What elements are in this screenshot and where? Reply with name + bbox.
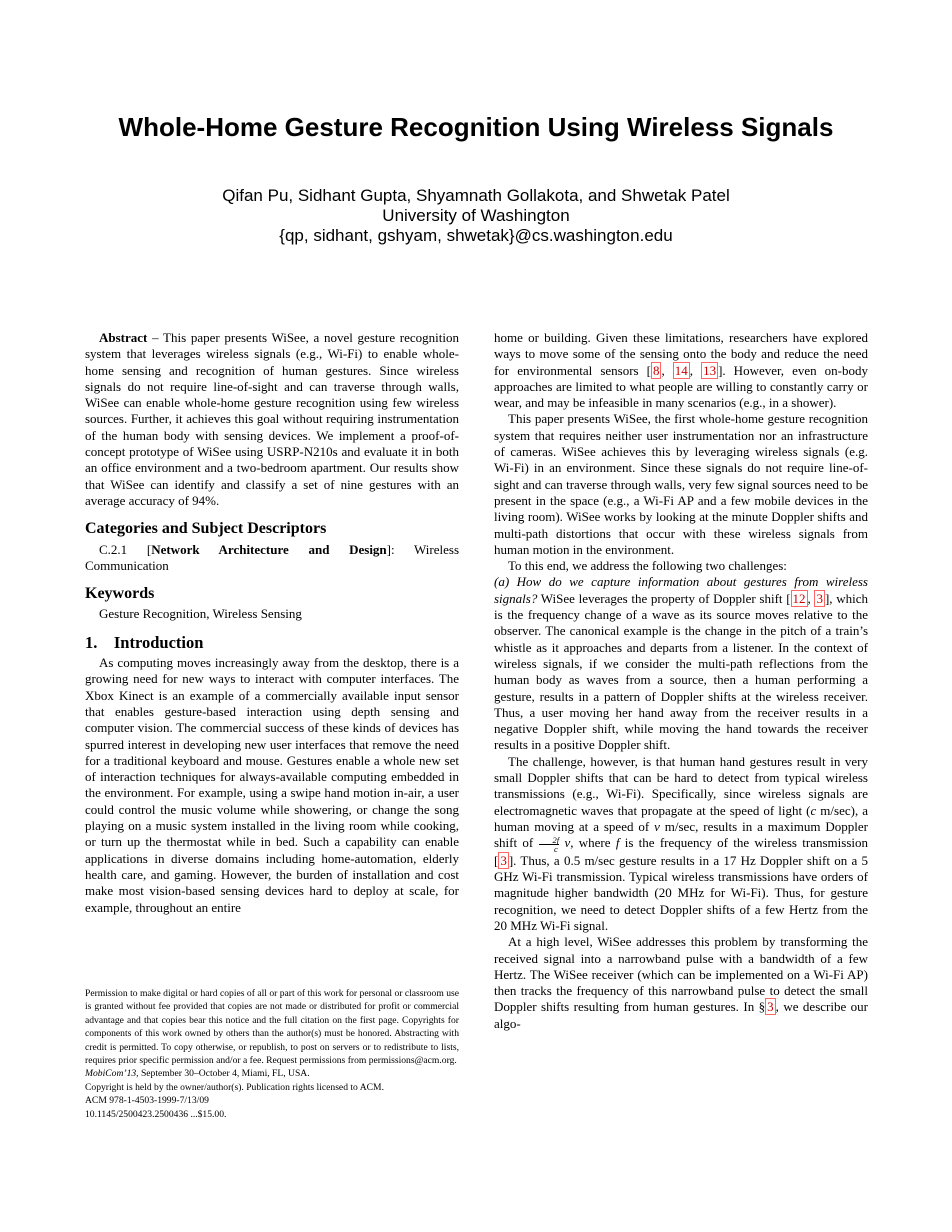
text-run: ]. Thus, a 0.5 m/sec gesture results in a 17 Hz Doppler shift on a 5 GHz Wi-Fi transmission. Typical wireless transmissions have orders of magnitude higher bandwidth (20 MHz for Wi-Fi). Thus, for gesture recognition, we need to detect Doppler shifts of a few Hertz from the 20 MHz Wi-Fi signal. (494, 852, 868, 933)
challenge-question: (a) How do we capture information about gestures from wireless signals? (494, 574, 868, 606)
author-block (0, 186, 952, 246)
right-column (494, 330, 868, 1032)
venue-details: September 30–October 4, Miami, FL, USA. (138, 1068, 310, 1080)
left-column (85, 330, 459, 916)
body-paragraph: home or building. Given these limitations, researchers have explored ways to move some of the sensing onto the body and reduce the need for environmental sensors [ 8 , 14 , 13 ]. However, even on-body approaches are limited to what people are willing to constantly carry or wear, and may be infeasible in many scenarios (e.g., in a shower). (494, 330, 869, 411)
abstract-label: Abstract (99, 330, 148, 345)
doi-line: 10.1145/2500423.2500436 ...$15.00. (85, 1108, 227, 1120)
author-names: Qifan Pu, Sidhant Gupta, Shyamnath Gollakota, and Shwetak Patel (222, 186, 730, 205)
body-paragraph (494, 754, 868, 934)
doppler-fraction (539, 836, 560, 853)
math-var: c (810, 802, 817, 818)
paper-title: Whole-Home Gesture Recognition Using Wireless Signals (118, 112, 834, 142)
acm-line: ACM 978-1-4503-1999-7/13/09 (85, 1095, 209, 1107)
author-emails: {qp, sidhant, gshyam, shwetak}@cs.washington.edu (279, 226, 673, 245)
section-link[interactable]: 3 (767, 999, 774, 1015)
text-run: , we describe our algo- (494, 999, 868, 1031)
text-run: The challenge, however, is that human hand gestures result in very small Doppler shifts that can be hard to detect from typical wireless transmissions (e.g., Wi-Fi). Specifically, since wireless signals are electromagnetic waves that propagate at the speed of light ( (494, 753, 868, 818)
citation-link[interactable]: 8 (652, 362, 660, 378)
body-paragraph: (a) How do we capture information about gestures from wireless signals? WiSee leverages the property of Doppler shift [ 12 , 3 ], which is the frequency change of a wave as its source moves relative to the observer. The canonical example is the change in the pitch of a train’s whistle as it approaches and departs from a listener. In the context of wireless signals, if we consider the multi-path reflections from the human body as waves from a source, then a human performing a gesture, results in a pattern of Doppler shifts at the wireless receiver. Thus, a user moving her hand away from the receiver results in a negative Doppler shift, while moving the hand towards the receiver results in a positive Doppler shift. (494, 574, 868, 753)
copyright-line: Copyright is held by the owner/author(s). Publication rights licensed to ACM. (85, 1081, 384, 1093)
text-run: ]. However, even on-body approaches are limited to what people are willing to constantly carry or wear, and may be infeasible in many scenarios (e.g., in a shower). (494, 362, 869, 411)
math-var: v (564, 835, 571, 851)
abstract-text: – This paper presents WiSee, a novel gesture recognition system that leverages wireless signals (e.g., Wi-Fi) to enable whole-home sensing and recognition of human gestures. Since wireless signals do not require line-of-sight and can traverse through walls, WiSee can enable whole-home gesture recognition using few wireless sources. Further, it achieves this goal without requiring instrumentation of the human body with sensing devices. We implement a proof-of-concept prototype of WiSee using USRP-N210s and evaluate it in both an office environment and a two-bedroom apartment. Our results show that WiSee can identify and classify a set of nine gestures with an average accuracy of 94%. (85, 330, 459, 508)
citation-link[interactable]: 3 (500, 852, 507, 868)
text-run: m/sec), a human moving at a speed of (494, 802, 869, 834)
intro-paragraph: As computing moves increasingly away from the desktop, there is a growing need for new ways to interact with computer interfaces. The Xbox Kinect is an example of a commercially available input sensor that enables gesture-based interaction using depth sensing and computer vision. The commercial success of these kinds of devices has spurred interest in developing new user interfaces that remove the need for a traditional keyboard and mouse. Gestures enable a whole new set of interaction techniques for always-available computing embedded in the environment. For example, using a swipe hand motion in-air, a user could control the music volume while showering, or change the song playing on a music system installed in the living room while cooking, or turn up the thermostat while in bed. Such a capability can enable applications in diverse domains including home-automation, elderly health care, and gaming. However, the burden of installation and cost make most vision-based sensing devices hard to deploy at scale, for example, throughout an entire (85, 655, 459, 915)
fraction-numerator: 2f (539, 836, 560, 845)
affiliation: University of Washington (382, 206, 570, 225)
fraction-denominator: c (553, 843, 558, 854)
categories-text (85, 542, 459, 575)
abstract-paragraph (85, 330, 459, 509)
text-run: At a high level, WiSee addresses this problem by transforming the received signal into a narrowband pulse with a bandwidth of a few Hertz. The WiSee receiver (which can be implemented on a Wi-Fi AP) then tracks the frequency of this narrowband pulse to detect the small Doppler shifts resulting from human gestures. In § (494, 934, 868, 1015)
body-paragraph: To this end, we address the following two challenges: (508, 558, 787, 574)
math-var: f (615, 835, 620, 851)
citation-link[interactable]: 12 (792, 590, 806, 606)
citation-link[interactable]: 13 (703, 362, 717, 378)
math-var: v (654, 818, 660, 834)
text-run: ], which is the frequency change of a wave as its source moves relative to the observer. The canonical example is the change in the pitch of a train’s whistle as it approaches and departs from a listener. In the context of wireless signals, if we consider the multi-path reflections from the human body as waves from a source, then a human performing a gesture, results in a pattern of Doppler shifts at the wireless receiver. Thus, a user moving her hand away from the receiver results in a negative Doppler shift, while moving the hand towards the receiver results in a positive Doppler shift. (494, 590, 868, 753)
categories-rest: ]: Wireless Communication (85, 541, 460, 573)
body-paragraph: This paper presents WiSee, the first whole-home gesture recognition system that requires neither user instrumentation nor an infrastructure of cameras. WiSee achieves this by leveraging wireless signals (e.g. Wi-Fi) in an environment. Since these signals do not require line-of-sight and can traverse through walls, very few signal sources need to be present in the space (e.g., a Wi-Fi AP and a few mobile devices in the living room). WiSee works by looking at the minute Doppler shifts and multi-path distortions that occur with these wireless signals from human motion in the environment. (494, 411, 868, 557)
intro-heading: 1. Introduction (85, 632, 204, 652)
permission-text: Permission to make digital or hard copies of all or part of this work for personal or classroom use is granted without fee provided that copies are not made or distributed for profit or commercial advantage and that copies bear this notice and the full citation on the first page. Copyrights for components of this work owned by others than the author(s) must be honored. Abstracting with credit is permitted. To copy otherwise, or republish, to post on servers or to redistribute to lists, requires prior specific permission and/or a fee. Request permissions from permissions@acm.org. (85, 988, 459, 1067)
categories-code: C.2.1 [ (99, 541, 152, 557)
categories-bold: Network Architecture and Design (151, 541, 387, 557)
permission-footnote (85, 987, 459, 1121)
keywords-text: Gesture Recognition, Wireless Sensing (99, 606, 302, 622)
text-run: is the frequency of the wireless transmission [ (494, 835, 868, 868)
text-run: m/sec, results in a maximum Doppler shift of (494, 818, 868, 851)
keywords-heading: Keywords (85, 585, 155, 603)
text-run: , where (570, 835, 616, 851)
citation-link[interactable]: 14 (674, 362, 688, 378)
text-run: home or building. Given these limitations, researchers have explored ways to move some of the sensing onto the body and reduce the need for environmental sensors [ (494, 330, 868, 378)
venue-line (85, 1067, 459, 1080)
body-paragraph (494, 934, 868, 1032)
categories-heading: Categories and Subject Descriptors (85, 520, 327, 538)
venue-name: MobiCom’13, (85, 1068, 139, 1080)
citation-link[interactable]: 3 (816, 590, 823, 606)
text-run: WiSee leverages the property of Doppler shift [ (537, 590, 791, 606)
